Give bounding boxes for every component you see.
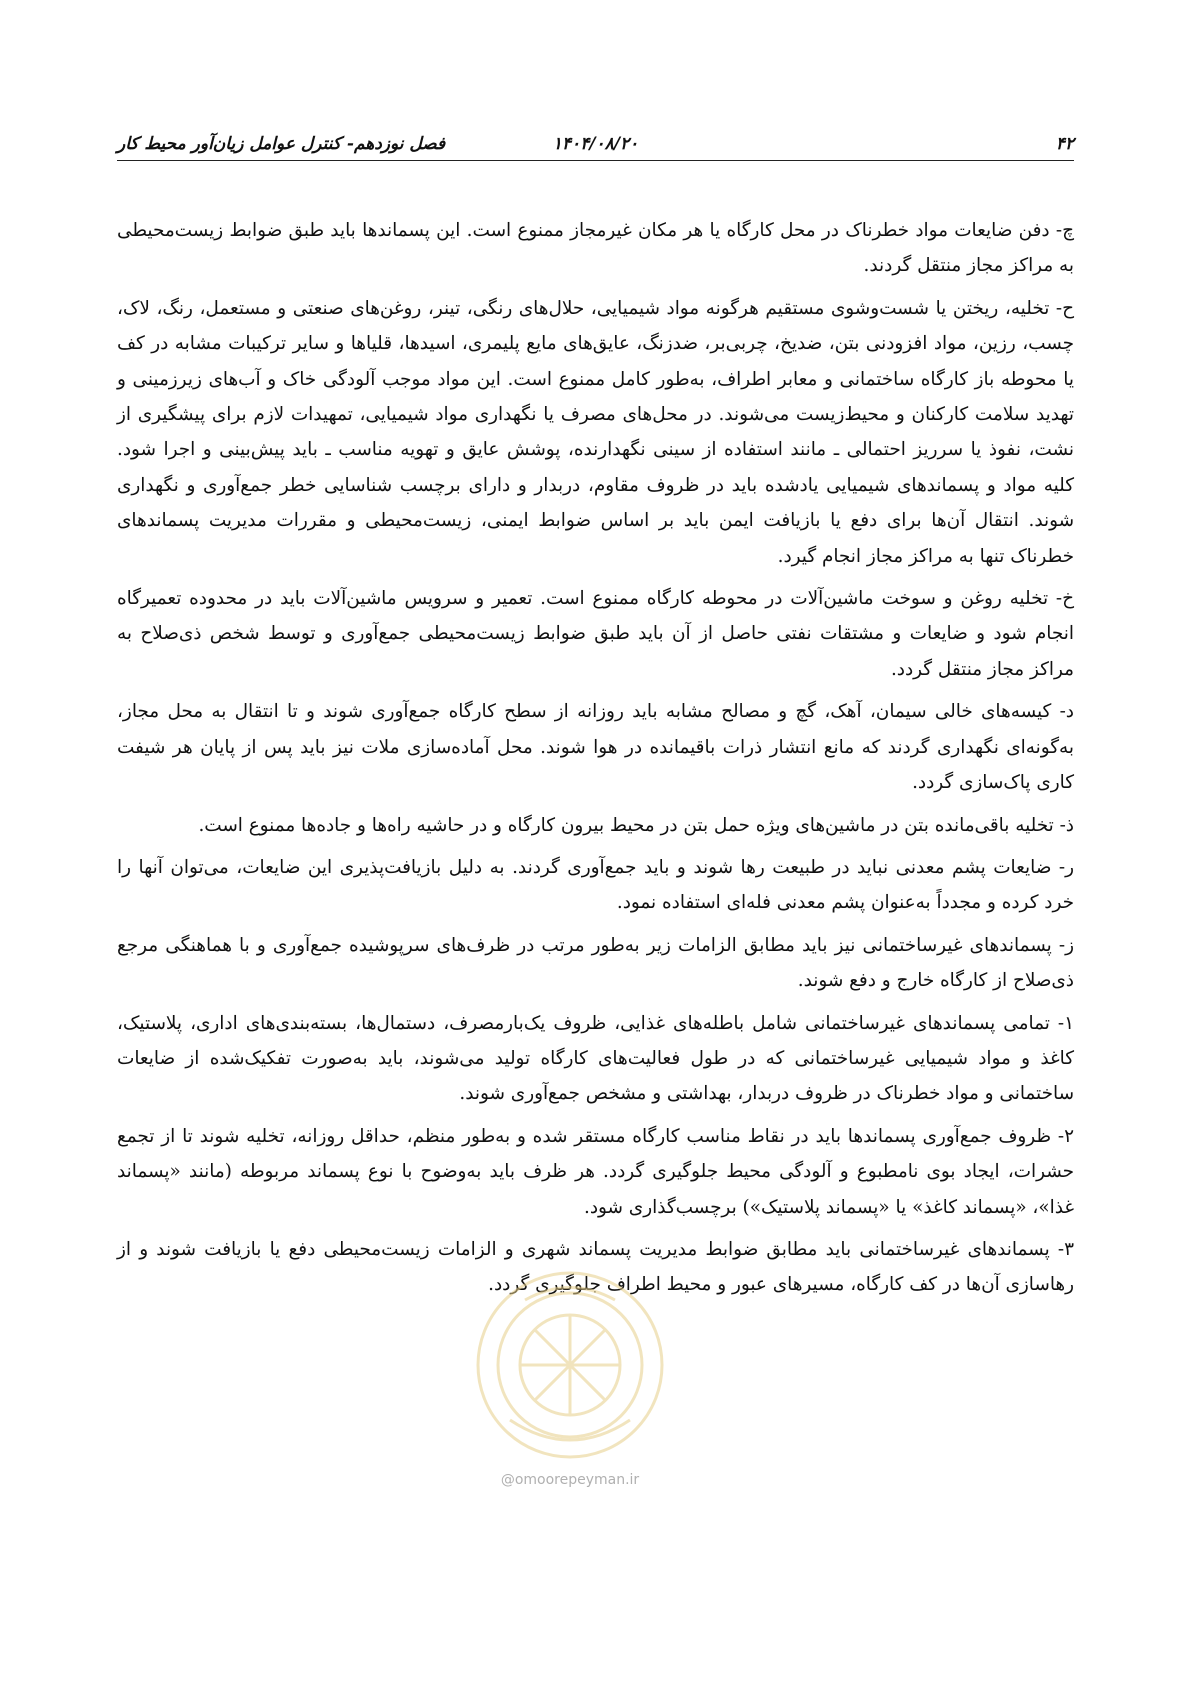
paragraph-zal: ذ- تخلیه باقی‌مانده بتن در ماشین‌های ویژه حمل بتن در محیط بیرون کارگاه و در حاشیه راه‌ها و جاده‌ها ممنوع است. [198, 814, 1074, 836]
paragraph-re: ر- ضایعات پشم معدنی نباید در طبیعت رها شوند و باید جمع‌آوری گردند. به دلیل بازیافت‌پذیری این ضایعات، می‌توان آنها را خرد کرده و مجدداً به‌عنوان پشم معدنی فله‌ای استفاده نمود. [117, 856, 1074, 914]
watermark-text: @omoorepeyman.ir [500, 1472, 640, 1488]
header-divider [117, 160, 1074, 161]
paragraph-item-2: ۲- ظروف جمع‌آوری پسماندها باید در نقاط مناسب کارگاه مستقر شده و به‌طور منظم، حداقل روزانه، تخلیه شوند تا از تجمع حشرات، ایجاد بوی نامطبوع و آلودگی محیط جلوگیری گردد. هر ظرف باید به‌وضوح با نوع پسماند مربوطه (مانند «پسماند غذا»، «پسماند کاغذ» یا «پسماند پلاستیک») برچسب‌گذاری شود. [117, 1125, 1074, 1218]
header-date: ۱۴۰۴/۰۸/۲۰ [552, 134, 639, 154]
page-header [117, 128, 1074, 162]
paragraph-khe: خ- تخلیه روغن و سوخت ماشین‌آلات در محوطه کارگاه ممنوع است. تعمیر و سرویس ماشین‌آلات باید در محدوده تعمیرگاه انجام شود و ضایعات و مشتقات نفتی حاصل از آن باید طبق ضوابط زیست‌محیطی جمع‌آوری و توسط شخص ذی‌صلاح به مراکز مجاز منتقل گردد. [117, 588, 1074, 680]
watermark-logo [470, 1260, 670, 1500]
seal-icon [470, 1260, 670, 1470]
chapter-title: فصل نوزدهم- کنترل عوامل زیان‌آور محیط کار [117, 134, 446, 154]
paragraph-item-1: ۱- تمامی پسماندهای غیرساختمانی شامل باطله‌های غذایی، ظروف یک‌بارمصرف، دستمال‌ها، بسته‌بندی‌های اداری، پلاستیک، کاغذ و مواد شیمیایی غیرساختمانی که در طول فعالیت‌های کارگاه تولید می‌شوند، باید به‌صورت تفکیک‌شده از ضایعات ساختمانی و مواد خطرناک در ظروف دربدار، بهداشتی و مشخص جمع‌آوری شوند. [117, 1012, 1074, 1105]
paragraph-dal: د- کیسه‌های خالی سیمان، آهک، گچ و مصالح مشابه باید روزانه از سطح کارگاه جمع‌آوری شوند و تا انتقال به محل مجاز، به‌گونه‌ای نگهداری گردند که مانع انتشار ذرات باقیمانده در هوا شوند. محل آماده‌سازی ملات نیز باید پس از پایان هر شیفت کاری پاک‌سازی گردد. [117, 701, 1074, 794]
paragraph-che: چ- دفن ضایعات مواد خطرناک در محل کارگاه یا هر مکان غیرمجاز ممنوع است. این پسماندها باید طبق ضوابط زیست‌محیطی به مراکز مجاز منتقل گردند. [117, 220, 1074, 277]
page-number: ۴۲ [1055, 134, 1074, 154]
paragraph-he: ح- تخلیه، ریختن یا شست‌وشوی مستقیم هرگونه مواد شیمیایی، حلال‌های رنگی، تینر، روغن‌های صنعتی و مستعمل، رنگ، لاک، چسب، رزین، مواد افزودنی بتن، ضدیخ، چربی‌بر، ضدزنگ، عایق‌های مایع پلیمری، اسیدها، قلیاها و سایر ترکیبات مشابه در کف یا محوطه باز کارگاه ساختمانی و معابر اطراف، به‌طور کامل ممنوع است. این مواد موجب آلودگی خاک و آب‌های زیرزمینی و تهدید سلامت کارکنان و محیط‌زیست می‌شوند. در محل‌های مصرف یا نگهداری مواد شیمیایی، تمهیدات لازم برای پیشگیری از نشت، نفوذ یا سرریز احتمالی ـ مانند استفاده از سینی نگهدارنده، پوشش عایق و تهویه مناسب ـ باید پیش‌بینی و اجرا شود. کلیه مواد و پسماندهای شیمیایی یادشده باید در ظروف مقاوم، دربدار و دارای برچسب شناسایی خطر جمع‌آوری و نگهداری شوند. انتقال آن‌ها برای دفع یا بازیافت ایمن باید بر اساس ضوابط ایمنی، زیست‌محیطی و مقررات مدیریت پسماندهای خطرناک تنها به مراکز مجاز انجام گیرد. [117, 297, 1074, 567]
paragraph-ze: ز- پسماندهای غیرساختمانی نیز باید مطابق الزامات زیر به‌طور مرتب در ظرف‌های سرپوشیده جمع‌آوری و با هماهنگی مرجع ذی‌صلاح از کارگاه خارج و دفع شوند. [117, 934, 1074, 992]
paragraph-item-3: ۳- پسماندهای غیرساختمانی باید مطابق ضوابط مدیریت پسماند شهری و الزامات زیست‌محیطی دفع یا بازیافت شوند و از رهاسازی آن‌ها در کف کارگاه، مسیرهای عبور و محیط اطراف جلوگیری گردد. [117, 1238, 1074, 1296]
body-text [117, 213, 1074, 1310]
